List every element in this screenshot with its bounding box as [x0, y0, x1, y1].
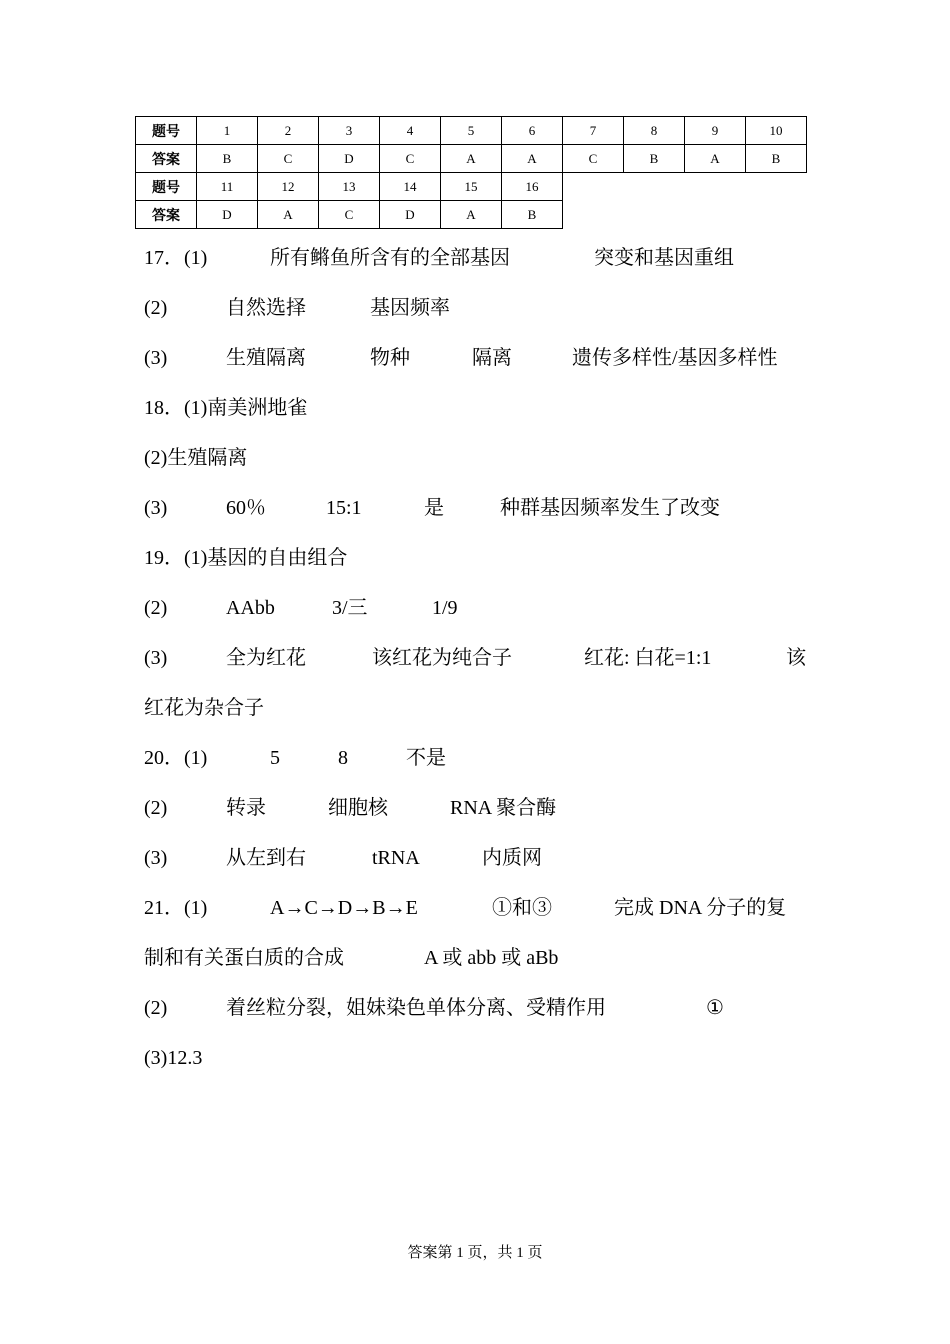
answer-text: 5	[270, 747, 280, 769]
answer-table	[135, 116, 807, 229]
answer-cell: B	[197, 145, 258, 173]
answer-text: 着丝粒分裂，姐妹染色单体分离、受精作用	[226, 997, 606, 1019]
table-row	[136, 117, 807, 145]
question-number-cell: 7	[563, 117, 624, 145]
question-number-cell: 15	[441, 173, 502, 201]
answer-text: 该红花为纯合子	[372, 647, 512, 669]
answer-text: 红花为杂合子	[144, 697, 264, 719]
answer-text: 制和有关蛋白质的合成	[144, 947, 344, 969]
question-number-cell: 11	[197, 173, 258, 201]
answer-text: 8	[338, 747, 348, 769]
question-number-cell: 1	[197, 117, 258, 145]
empty-cell	[624, 173, 685, 201]
question-number-cell: 16	[502, 173, 563, 201]
answer-label: 答案	[136, 145, 197, 173]
answer-text: 种群基因频率发生了改变	[500, 497, 720, 519]
empty-cell	[746, 201, 807, 229]
empty-cell	[685, 201, 746, 229]
answer-text: (3)	[144, 497, 168, 519]
answer-text: 该	[786, 647, 806, 669]
answer-text: 20．(1)	[144, 747, 208, 769]
question-number-label: 题号	[136, 117, 197, 145]
answer-cell: B	[502, 201, 563, 229]
empty-cell	[563, 173, 624, 201]
answer-text: 完成 DNA 分子的复	[614, 897, 787, 919]
answer-text: ①	[706, 997, 724, 1019]
question-number-cell: 13	[319, 173, 380, 201]
answer-cell: C	[319, 201, 380, 229]
empty-cell	[624, 201, 685, 229]
question-number-cell: 6	[502, 117, 563, 145]
page-footer: 答案第 1 页，共 1 页	[407, 1245, 543, 1261]
answer-text: 转录	[226, 797, 266, 819]
answer-text: 18．(1)南美洲地雀	[144, 397, 308, 419]
answer-text: 从左到右	[226, 847, 306, 869]
answer-text: (2)生殖隔离	[144, 447, 248, 469]
answer-text: (3)	[144, 847, 168, 869]
answer-text: (2)	[144, 597, 168, 619]
answer-text: 自然选择	[226, 297, 306, 319]
answer-text: (3)12.3	[144, 1047, 203, 1069]
answer-cell: A	[441, 201, 502, 229]
answer-text: A→C→D→B→E	[270, 897, 418, 919]
answer-text: (3)	[144, 347, 168, 369]
answer-text: 3/三	[332, 597, 368, 619]
answer-text: 19．(1)基因的自由组合	[144, 547, 348, 569]
answer-cell: B	[746, 145, 807, 173]
answer-label: 答案	[136, 201, 197, 229]
question-number-cell: 4	[380, 117, 441, 145]
answer-cell: C	[380, 145, 441, 173]
answer-cell: A	[258, 201, 319, 229]
question-number-cell: 10	[746, 117, 807, 145]
empty-cell	[746, 173, 807, 201]
answer-text: 细胞核	[328, 797, 388, 819]
table-row	[136, 145, 807, 173]
answer-cell: A	[685, 145, 746, 173]
answer-text: 1/9	[432, 597, 458, 619]
answer-text: (2)	[144, 797, 168, 819]
answer-text: 遗传多样性/基因多样性	[572, 347, 778, 369]
question-number-label: 题号	[136, 173, 197, 201]
answer-cell: C	[258, 145, 319, 173]
answer-text: 全为红花	[226, 647, 306, 669]
answer-text: (2)	[144, 297, 168, 319]
empty-cell	[685, 173, 746, 201]
answer-text: tRNA	[372, 847, 420, 869]
answer-text: 是	[424, 497, 444, 519]
question-number-cell: 14	[380, 173, 441, 201]
answer-text: (3)	[144, 647, 168, 669]
answer-text: RNA 聚合酶	[450, 797, 557, 819]
answer-text: 生殖隔离	[226, 347, 306, 369]
answer-cell: A	[502, 145, 563, 173]
answer-cell: A	[441, 145, 502, 173]
answer-text: 15:1	[326, 497, 362, 519]
answer-text: 红花: 白花=1:1	[584, 647, 712, 669]
question-number-cell: 2	[258, 117, 319, 145]
answer-text: 21．(1)	[144, 897, 208, 919]
answer-text: 基因频率	[370, 297, 450, 319]
answer-text: AAbb	[226, 597, 275, 619]
question-number-cell: 5	[441, 117, 502, 145]
answer-text: 17．(1)	[144, 247, 208, 269]
question-number-cell: 9	[685, 117, 746, 145]
answer-cell: B	[624, 145, 685, 173]
empty-cell	[563, 201, 624, 229]
question-number-cell: 8	[624, 117, 685, 145]
answer-text: 所有鳉鱼所含有的全部基因	[270, 247, 510, 269]
answer-text: ①和③	[492, 897, 552, 919]
answer-text: (2)	[144, 997, 168, 1019]
question-number-cell: 12	[258, 173, 319, 201]
table-row	[136, 201, 807, 229]
answer-text: 物种	[370, 347, 410, 369]
answer-text: 60％	[226, 497, 266, 519]
answer-text: 隔离	[472, 347, 512, 369]
answer-cell: D	[319, 145, 380, 173]
answer-cell: C	[563, 145, 624, 173]
answer-text: A 或 abb 或 aBb	[424, 947, 559, 969]
answer-cell: D	[380, 201, 441, 229]
table-row	[136, 173, 807, 201]
answer-text: 突变和基因重组	[594, 247, 734, 269]
answer-text: 不是	[406, 747, 446, 769]
answer-cell: D	[197, 201, 258, 229]
answer-text: 内质网	[482, 847, 542, 869]
question-number-cell: 3	[319, 117, 380, 145]
